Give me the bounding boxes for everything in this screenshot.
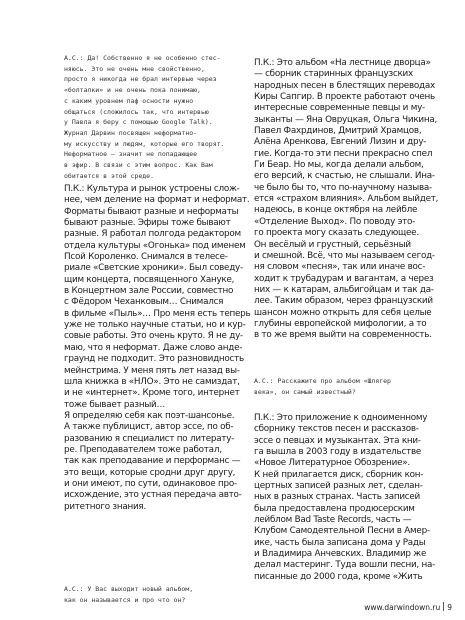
interviewer-question-3: А.С.: Расскажите про альбом «Шлягер века», он самый известный? [254,377,391,396]
page-number: 9 [447,603,452,612]
interviewee-reply-1: П.К.: Культура и рынок устроены слож- нее, чем деление на формат и неформат. Форматы бывают разные и неформаты бывают разные. Эфиры тоже бывают разные. Я работал полгода редактором отдела культуры «Огонька» под именем Псой Короленко. Снимался в телесе- риале «Светские хроники». Был соведу- щим концерта, посвященного Хануке, в Концертном зале России, совместно с Фёдором Чеханковым… Снимался в фильме «Пыль»… Про меня есть теперь уже не только научные статьи, но и кур- совые работы. Это очень круто. Я не ду- маю, что я неформат. Даже слово андe- граунд не подходит. Это разновидность мейнстрима. У меня пять лет назад вы- шла книжка в «НЛО». Это не самиздат, и не «интернет». Кроме того, интернет тоже бывает разный… Я определяю себя как поэт-шансонье. А также публицист, автор эссе, по об- разованию я специалист по литерату- ре. Преподавателем тоже работал, так как преподавание и перформанс — это вещи, которые сродни друг другу, и они имеют, по сути, одинаковое про- исхождение, это устная передача авто- ритетного знания. [64,184,251,512]
interviewee-reply-3: П.К.: Это приложение к одноименному сборнику текстов песен и рассказов- эссе о певцах и музыкантах. Эта кни- га вышла в 2003 году в издательстве «Новое Литературное Обозрение». К ней прилагается диск, сборник кон- цертных записей разных лет, сделан- ных в разных странах. Часть записей была предоставлена продюсерским лейблом Bad Taste Records, часть — Клубом Самодеятельной Песни в Амер- ике, часть была записана дома у Рады и Владимира Анчевских. Владимир же делал мастеринг. Туда вошли песни, на- писанные до 2000 года, кроме «Жить [254,413,436,582]
footer-divider [443,602,444,611]
interviewee-reply-2: П.К.: Это альбом «На лестнице дворца» — сборник старинных французских народных песен в блестящих переводах Киры Сапгир. В проекте работают очень интересные современные певцы и му- зыканты — Яна Овруцкая, Ольга Чикина, Павел Фахрдинов, Дмитрий Храмцов, Алёна Аренкова, Евгений Лизин и дру- гие. Когда-то эти песни прекрасно спел Ги Беар. Но мы, когда делали альбом, его версий, к счастью, не слышали. Ина- че было бы то, что по-научному называ- ется «страхом влияния». Альбом выйдет, надеюсь, в конце октября на лейбле «Отделение Выход». По поводу это- го проекта могу сказать следующее. Он весёлый и грустный, серьёзный и смешной. Всё, что мы называем сегод- ня словом «песня», так или иначе вос- ходит к трубадурам и вагантам, а через них — к катарам, альбигойцам и так да- лее. Таким образом, через французский шансон можно открыть для себя целые глубины европейской мифологии, а то в то же время выйти на современность. [254,58,439,341]
interviewer-question-2: А.С.: У Вас выходит новый альбом, как он называется и про что он? [64,585,194,604]
website-link[interactable]: www.darwindown.ru [364,603,441,612]
interviewer-question-1: А.С.: Да! Собственно я не особенно стес- няюсь. Это не очень мне свойственно, просто я никогда не брал интервью через «болталки» и не очень пока понимаю, с каким уровнем паф осности нужно общаться (сложилось так, что интервью у Павла я беру с помощью Google Talk). Журнал Дарвин посвящен неформатно- му искусству и людям, которые его творят. Неформатное — значит не попадающее в эфир. В связи с этим вопрос. Как Вам обитается в этой среде. [64,54,225,180]
page-footer [364,602,452,612]
